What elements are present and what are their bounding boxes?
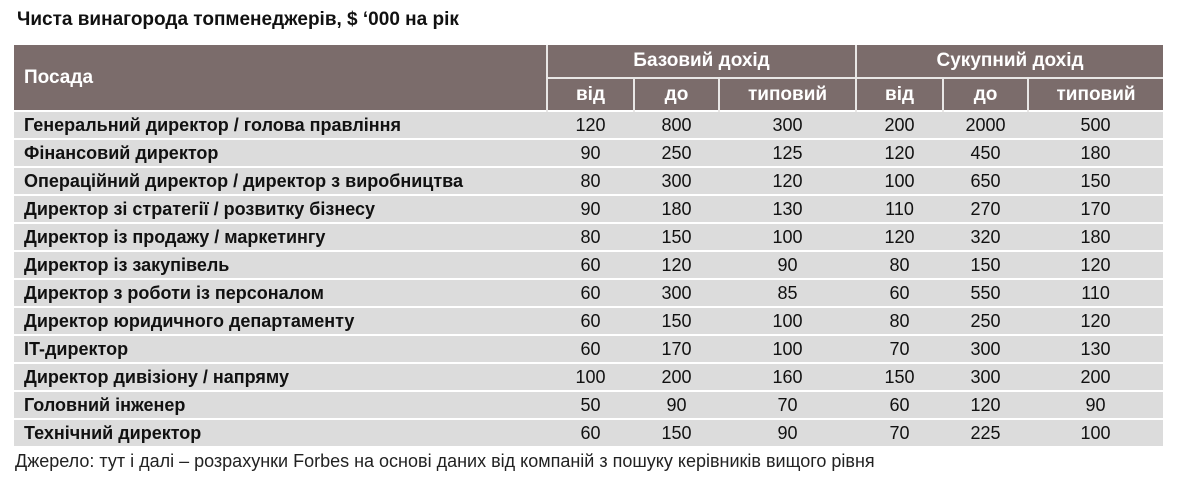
cell-base-typical: 70	[719, 391, 856, 419]
table-row	[14, 363, 1163, 391]
cell-base-from: 100	[547, 363, 634, 391]
cell-base-typical: 130	[719, 195, 856, 223]
row-position-name: Директор із продажу / маркетингу	[14, 223, 547, 251]
cell-total-from: 200	[856, 111, 943, 139]
cell-base-from: 80	[547, 167, 634, 195]
cell-base-typical: 125	[719, 139, 856, 167]
row-position-name: Директор із закупівель	[14, 251, 547, 279]
row-position-name: Операційний директор / директор з виробництва	[14, 167, 547, 195]
cell-total-typical: 110	[1028, 279, 1163, 307]
column-header-position: Посада	[14, 45, 547, 111]
row-position-name: Директор юридичного департаменту	[14, 307, 547, 335]
cell-base-to: 250	[634, 139, 719, 167]
cell-base-from: 90	[547, 195, 634, 223]
table-row	[14, 279, 1163, 307]
cell-total-to: 300	[943, 335, 1028, 363]
cell-total-to: 120	[943, 391, 1028, 419]
row-position-name: Головний інженер	[14, 391, 547, 419]
column-header-total-typical: типовий	[1028, 78, 1163, 111]
cell-total-to: 550	[943, 279, 1028, 307]
row-position-name: Фінансовий директор	[14, 139, 547, 167]
table-row	[14, 391, 1163, 419]
cell-base-typical: 100	[719, 223, 856, 251]
cell-base-to: 150	[634, 419, 719, 446]
cell-total-typical: 90	[1028, 391, 1163, 419]
cell-total-from: 70	[856, 335, 943, 363]
column-header-base-to: до	[634, 78, 719, 111]
cell-total-from: 60	[856, 279, 943, 307]
cell-base-from: 120	[547, 111, 634, 139]
table-row	[14, 111, 1163, 139]
cell-total-from: 120	[856, 139, 943, 167]
cell-total-to: 250	[943, 307, 1028, 335]
cell-total-typical: 100	[1028, 419, 1163, 446]
cell-base-typical: 120	[719, 167, 856, 195]
cell-total-typical: 180	[1028, 139, 1163, 167]
header-row-groups	[14, 45, 1163, 78]
cell-base-typical: 85	[719, 279, 856, 307]
cell-base-typical: 300	[719, 111, 856, 139]
cell-total-to: 300	[943, 363, 1028, 391]
cell-total-to: 270	[943, 195, 1028, 223]
cell-base-from: 50	[547, 391, 634, 419]
table-row	[14, 251, 1163, 279]
table-row	[14, 139, 1163, 167]
cell-base-to: 200	[634, 363, 719, 391]
cell-base-from: 60	[547, 419, 634, 446]
column-group-base-income: Базовий дохід	[547, 45, 856, 78]
cell-total-to: 450	[943, 139, 1028, 167]
cell-base-typical: 160	[719, 363, 856, 391]
table-row	[14, 307, 1163, 335]
cell-base-to: 150	[634, 223, 719, 251]
cell-base-from: 90	[547, 139, 634, 167]
row-position-name: Директор з роботи із персоналом	[14, 279, 547, 307]
cell-base-typical: 90	[719, 251, 856, 279]
cell-base-from: 60	[547, 279, 634, 307]
column-group-total-income: Сукупний дохід	[856, 45, 1163, 78]
cell-total-from: 110	[856, 195, 943, 223]
table-row	[14, 419, 1163, 446]
table-title: Чиста винагорода топменеджерів, $ ‘000 на рік	[17, 9, 459, 30]
cell-total-typical: 180	[1028, 223, 1163, 251]
cell-base-to: 180	[634, 195, 719, 223]
cell-total-from: 80	[856, 251, 943, 279]
cell-base-typical: 100	[719, 335, 856, 363]
cell-total-typical: 200	[1028, 363, 1163, 391]
cell-total-to: 2000	[943, 111, 1028, 139]
table-row	[14, 195, 1163, 223]
cell-total-from: 100	[856, 167, 943, 195]
cell-base-from: 60	[547, 335, 634, 363]
row-position-name: Директор зі стратегії / розвитку бізнесу	[14, 195, 547, 223]
cell-total-from: 80	[856, 307, 943, 335]
cell-total-typical: 120	[1028, 307, 1163, 335]
cell-base-to: 90	[634, 391, 719, 419]
cell-base-from: 60	[547, 307, 634, 335]
row-position-name: Директор дивізіону / напряму	[14, 363, 547, 391]
cell-total-to: 150	[943, 251, 1028, 279]
column-header-total-to: до	[943, 78, 1028, 111]
salary-table	[14, 45, 1163, 446]
row-position-name: Генеральний директор / голова правління	[14, 111, 547, 139]
column-header-total-from: від	[856, 78, 943, 111]
cell-total-from: 150	[856, 363, 943, 391]
table-row	[14, 223, 1163, 251]
cell-base-to: 170	[634, 335, 719, 363]
cell-total-to: 225	[943, 419, 1028, 446]
table-row	[14, 167, 1163, 195]
column-header-base-from: від	[547, 78, 634, 111]
cell-total-typical: 130	[1028, 335, 1163, 363]
cell-base-to: 300	[634, 167, 719, 195]
cell-total-typical: 500	[1028, 111, 1163, 139]
cell-total-from: 70	[856, 419, 943, 446]
row-position-name: Технічний директор	[14, 419, 547, 446]
cell-base-to: 120	[634, 251, 719, 279]
cell-total-to: 320	[943, 223, 1028, 251]
cell-base-to: 300	[634, 279, 719, 307]
cell-total-to: 650	[943, 167, 1028, 195]
cell-base-to: 800	[634, 111, 719, 139]
cell-total-typical: 150	[1028, 167, 1163, 195]
table-row	[14, 335, 1163, 363]
cell-base-to: 150	[634, 307, 719, 335]
table-body	[14, 111, 1163, 446]
row-position-name: IT-директор	[14, 335, 547, 363]
cell-base-from: 80	[547, 223, 634, 251]
cell-base-typical: 100	[719, 307, 856, 335]
cell-total-typical: 120	[1028, 251, 1163, 279]
table-header	[14, 45, 1163, 111]
column-header-base-typical: типовий	[719, 78, 856, 111]
cell-base-from: 60	[547, 251, 634, 279]
cell-total-from: 60	[856, 391, 943, 419]
cell-total-typical: 170	[1028, 195, 1163, 223]
source-note: Джерело: тут і далі – розрахунки Forbes на основі даних від компаній з пошуку керівників вищого рівня	[15, 451, 875, 471]
cell-base-typical: 90	[719, 419, 856, 446]
cell-total-from: 120	[856, 223, 943, 251]
